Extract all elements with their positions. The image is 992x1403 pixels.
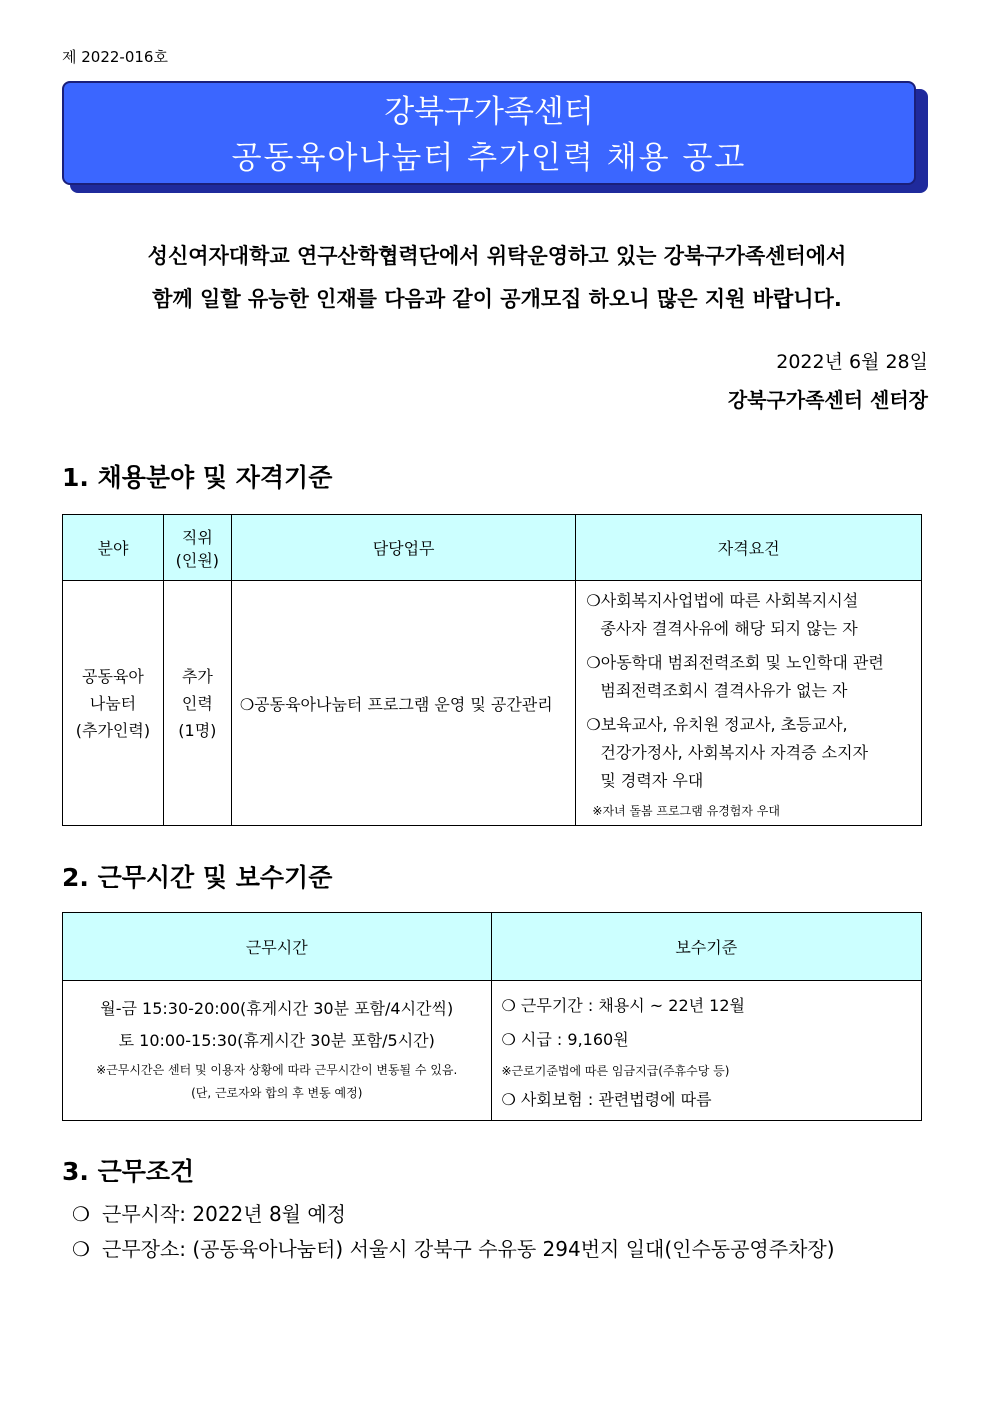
hours-note: ※근무시간은 센터 및 이용자 상황에 따라 근무시간이 변동될 수 있음. [96, 1063, 458, 1077]
document-number: 제 2022-016호 [62, 48, 168, 66]
section-3-title: 3. 근무조건 [62, 1157, 195, 1186]
bullet-circle-icon: ❍ [72, 1202, 90, 1226]
qualification-2: ❍아동학대 범죄전력조회 및 노인학대 관련 범죄전력조회시 결격사유가 없는 자 [586, 653, 884, 700]
qualification-1: ❍사회복지사업법에 따른 사회복지시설 종사자 결격사유에 해당 되지 않는 자 [586, 591, 859, 638]
hours-saturday: 토 10:00-15:30(휴게시간 30분 포함/5시간) [118, 1031, 435, 1050]
banner-organization: 강북구가족센터 [384, 94, 594, 130]
header-duty: 담당업무 [231, 515, 576, 581]
pay-insurance: ❍ 사회보험 : 관련법령에 따름 [501, 1090, 712, 1109]
qualification-note: ※자녀 돌봄 프로그램 유경험자 우대 [592, 804, 780, 818]
section-2-title: 2. 근무시간 및 보수기준 [62, 863, 333, 892]
cell-pay [491, 981, 922, 1121]
signer: 강북구가족센터 센터장 [727, 388, 928, 412]
condition-location: ❍ 근무장소: (공동육아나눔터) 서울시 강북구 수유동 294번지 일대(인수동공영주차장) [72, 1237, 835, 1261]
pay-period: ❍ 근무기간 : 채용시 ~ 22년 12월 [501, 996, 745, 1015]
hours-weekday: 월-금 15:30-20:00(휴게시간 30분 포함/4시간씩) [100, 999, 454, 1018]
banner-title: 공동육아나눔터 추가인력 채용 공고 [231, 140, 747, 176]
qualification-3: ❍보육교사, 유치원 정교사, 초등교사, 건강가정사, 사회복지사 자격증 소지자 및 경력자 우대 [586, 715, 869, 790]
cell-qualification [576, 581, 922, 826]
hours-note-2: (단, 근로자와 합의 후 변동 예정) [191, 1086, 363, 1100]
condition-start: ❍ 근무시작: 2022년 8월 예정 [72, 1202, 346, 1226]
pay-note: ※근로기준법에 따른 임금지급(주휴수당 등) [501, 1064, 730, 1078]
title-banner [62, 81, 916, 185]
recruitment-table [62, 514, 922, 826]
section-1-title: 1. 채용분야 및 자격기준 [62, 463, 333, 492]
cell-duty: ❍공동육아나눔터 프로그램 운영 및 공간관리 [231, 581, 576, 826]
cell-position: 추가 인력 (1명) [163, 581, 231, 826]
intro-line-2: 함께 일할 유능한 인재를 다음과 같이 공개모집 하오니 많은 지원 바랍니다. [152, 287, 842, 311]
intro-line-1: 성신여자대학교 연구산학협력단에서 위탁운영하고 있는 강북구가족센터에서 [147, 244, 847, 268]
hours-pay-table [62, 912, 922, 1121]
header-pay: 보수기준 [491, 913, 922, 981]
pay-wage: ❍ 시급 : 9,160원 [501, 1030, 629, 1049]
header-qualification: 자격요건 [576, 515, 922, 581]
bullet-circle-icon: ❍ [72, 1237, 90, 1261]
header-field: 분야 [63, 515, 164, 581]
header-position: 직위 (인원) [163, 515, 231, 581]
header-hours: 근무시간 [63, 913, 492, 981]
cell-field: 공동육아 나눔터 (추가인력) [63, 581, 164, 826]
notice-date: 2022년 6월 28일 [776, 351, 928, 373]
cell-hours [63, 981, 492, 1121]
